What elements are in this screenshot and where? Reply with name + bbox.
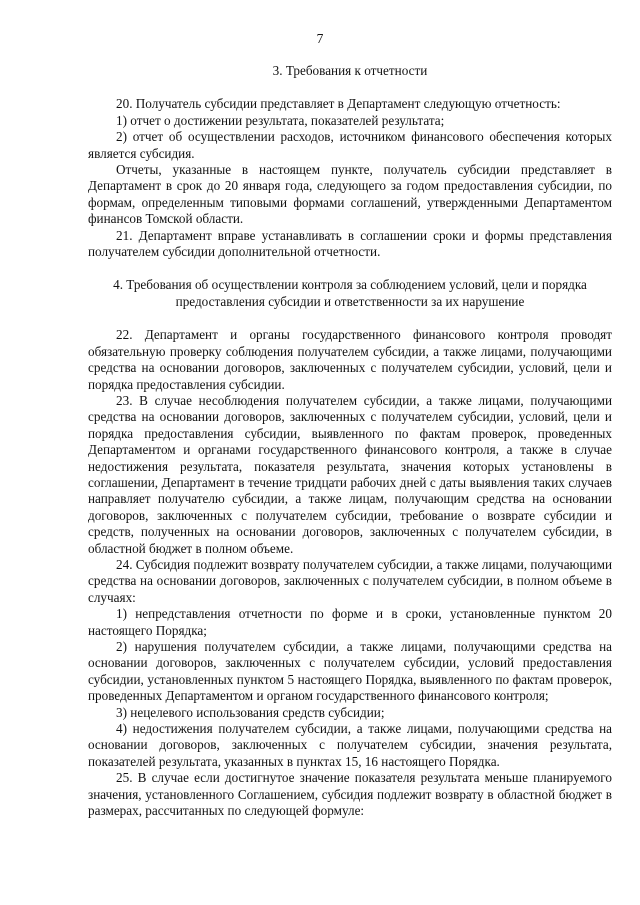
document-body	[88, 63, 612, 819]
page-number: 7	[316, 31, 324, 46]
section-gap	[88, 260, 612, 277]
paragraph-21: 21. Департамент вправе устанавливать в соглашении сроки и формы представления получателем субсидии дополнительной отчетности.	[88, 227, 612, 260]
paragraph-20-item-1: 1) отчет о достижении результата, показателей результата;	[116, 112, 445, 128]
paragraph-25: 25. В случае если достигнутое значение показателя результата меньше планируемого значения, установленного Соглашением, субсидия подлежит возврату в областной бюджет в размерах, рассчитанных по следующей формуле:	[88, 770, 612, 819]
paragraph-22: 22. Департамент и органы государственного финансового контроля проводят обязательную проверку соблюдения получателем субсидии, а также лицами, получающими средства на основании договоров, заключенных с получателем субсидии, условий, цели и порядка предоставления субсидии.	[88, 327, 612, 392]
section-4-heading: 4. Требования об осуществлении контроля за соблюдением условий, цели и порядка предоставления субсидии и ответственности за их нарушение	[113, 277, 587, 309]
section-3-heading: 3. Требования к отчетности	[272, 63, 428, 78]
paragraph-20-item-2: 2) отчет об осуществлении расходов, источником финансового обеспечения которых является субсидия.	[88, 129, 612, 161]
paragraph-20: 20. Получатель субсидии представляет в Департамент следующую отчетность:	[116, 96, 561, 112]
paragraph-24-item-4: 4) недостижения получателем субсидии, а также лицами, получающими средства на основании договоров, заключенных с получателем субсидии, значения результата, показателей результата, указанных в пунктах 15, 16 настоящего Порядка.	[88, 721, 612, 769]
paragraph-24-item-1: 1) непредставления отчетности по форме и в сроки, установленные пунктом 20 настоящего Порядка;	[88, 606, 612, 638]
paragraph-20-reports: Отчеты, указанные в настоящем пункте, получатель субсидии представляет в Департамент в срок до 20 января года, следующего за годом предоставления субсидии, по формам, определенным типовыми формами соглашений, утвержденными Департаментом финансов Томской области.	[88, 162, 612, 227]
paragraph-24: 24. Субсидия подлежит возврату получателем субсидии, а также лицами, получающими средства на основании договоров, заключенных с получателем субсидии, в полном объеме в случаях:	[88, 556, 613, 605]
paragraph-24-item-2: 2) нарушения получателем субсидии, а также лицами, получающими средства на основании договоров, заключенных с получателем субсидии, условий предоставления субсидии, установленных пунктом 5 настоящего Порядка, выявленного по фактам проверок, проведенных Департаментом и органом государственного финансового контроля;	[88, 639, 612, 704]
paragraph-24-item-3: 3) нецелевого использования средств субсидии;	[116, 704, 385, 720]
paragraph-23: 23. В случае несоблюдения получателем субсидии, а также лицами, получающими средства на основании договоров, заключенных с получателем субсидии, условий, цели и порядка предоставления субсидии, выявленного по фактам проверок, проведенных Департаментом и органами государственного финансового контроля, а также в случае недостижения результата, показателя результата, значения которых установлены в соглашении, Департамент в течение тридцати рабочих дней с даты выявления таких случаев направляет получателю субсидии, а также лицам, получающим средства на основании договоров, заключенных с получателем субсидии, требование о возврате субсидии и средств, полученных на основании договоров, заключенных с получателем субсидии, в областной бюджет в полном объеме.	[88, 392, 612, 556]
